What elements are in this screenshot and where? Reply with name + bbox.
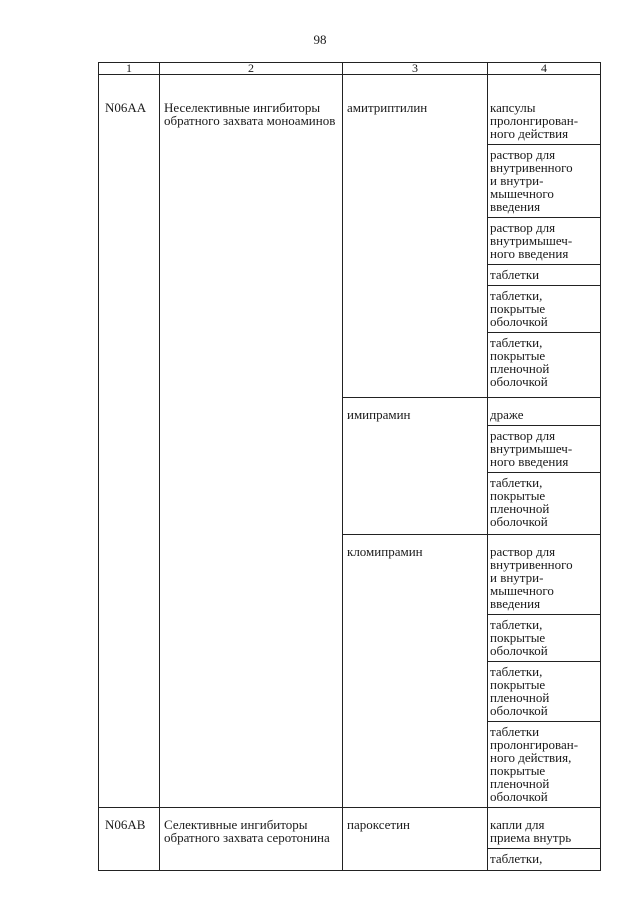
dosage-form: таблетки, покрытые оболочкой [488, 285, 600, 332]
column-header-4: 4 [488, 63, 601, 75]
dosage-form: раствор для внутривенного и внутри- мышечного введения [490, 544, 573, 611]
column-header-3: 3 [343, 63, 488, 75]
dosage-form: таблетки, покрытые пленочной оболочкой [488, 661, 600, 721]
dosage-forms [488, 75, 601, 398]
dosage-form: раствор для внутривенного и внутри- мышечного введения [488, 144, 600, 217]
atc-group-name: Неселективные ингибиторы обратного захвата моноаминов [160, 75, 343, 808]
drug-name: кломипрамин [343, 535, 488, 808]
atc-code: N06AA [99, 75, 160, 808]
page-number: 98 [313, 32, 327, 47]
atc-group-name: Селективные ингибиторы обратного захвата серотонина [160, 808, 343, 871]
drug-name: амитриптилин [343, 75, 488, 398]
column-header-2: 2 [160, 63, 343, 75]
dosage-forms [488, 398, 601, 535]
drug-table [98, 62, 601, 871]
dosage-form: таблетки, покрытые пленочной оболочкой [488, 472, 600, 532]
drug-name: пароксетин [343, 808, 488, 871]
atc-code: N06AB [99, 808, 160, 871]
dosage-forms [488, 808, 601, 871]
dosage-form: таблетки пролонгирован- ного действия, покрытые пленочной оболочкой [488, 721, 600, 807]
dosage-form: таблетки, покрытые пленочной оболочкой [488, 332, 600, 392]
drug-name: имипрамин [343, 398, 488, 535]
dosage-form: раствор для внутримышеч- ного введения [488, 217, 600, 264]
column-number-row [99, 63, 601, 75]
table-row [99, 808, 601, 871]
dosage-form: капсулы пролонгирован- ного действия [490, 100, 579, 141]
dosage-form: капли для приема внутрь [490, 817, 572, 845]
dosage-form: таблетки, [488, 848, 600, 869]
dosage-form: таблетки [488, 264, 600, 285]
table-row [99, 75, 601, 398]
column-header-1: 1 [99, 63, 160, 75]
dosage-forms [488, 535, 601, 808]
dosage-form: таблетки, покрытые оболочкой [488, 614, 600, 661]
dosage-form: раствор для внутримышеч- ного введения [488, 425, 600, 472]
dosage-form: драже [490, 407, 524, 422]
